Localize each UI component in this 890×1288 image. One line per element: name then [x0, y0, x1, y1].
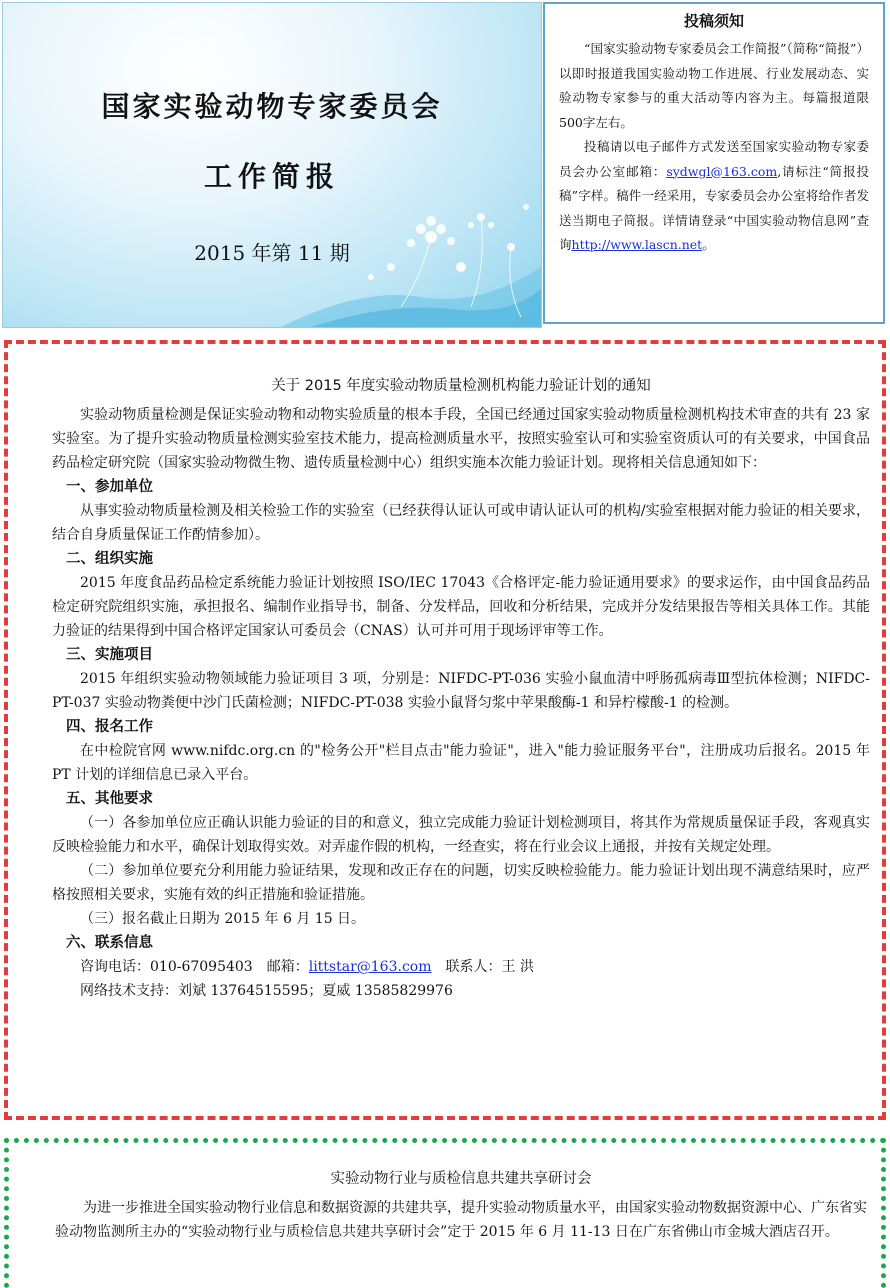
submission-notice — [543, 2, 885, 324]
issue-number: 2015 年第 11 期 — [194, 241, 350, 265]
seminar-paragraph: 为进一步推进全国实验动物行业信息和数据资源的共建共享，提升实验动物质量水平，由国家实验动物数据资源中心、广东省实验动物监测所主办的“实验动物行业与质检信息共建共享研讨会”定于 2015 年 6 月 11-13 日在广东省佛山市金城大酒店召开。 — [55, 1200, 867, 1240]
section-heading: 三、实施项目 — [66, 647, 153, 663]
contact-email-link[interactable]: littstar@163.com — [308, 959, 432, 975]
lascn-website-link[interactable]: http://www.lascn.net — [571, 237, 703, 252]
section-heading: 六、联系信息 — [66, 935, 153, 951]
contact-text: 咨询电话：010-67095403 邮箱： — [80, 959, 309, 975]
section-paragraph: 在中检院官网 www.nifdc.org.cn 的"检务公开"栏目点击"能力验证"，进入"能力验证服务平台"，注册成功后报名。2015 年 PT 计划的详细信息已录入平台。 — [52, 743, 870, 783]
section-heading: 五、其他要求 — [66, 791, 153, 807]
notice-paragraph-1: “国家实验动物专家委员会工作简报”（简称“简报”）以即时报道我国实验动物工作进展、行业发展动态、实验动物专家参与的重大活动等内容为主。每篇报道限500字左右。 — [559, 41, 869, 130]
section-paragraph: 2015 年度食品药品检定系统能力验证计划按照 ISO/IEC 17043《合格评定-能力验证通用要求》的要求运作，由中国食品药品检定研究院组织实施，承担报名、编制作业指导书，制备、分发样品，回收和分析结果，完成并分发结果报告等相关具体工作。其能力验证的结果得到中国合格评定国家认可委员会（CNAS）认可并可用于现场评审等工作。 — [52, 575, 870, 639]
article-title: 实验动物行业与质检信息共建共享研讨会 — [330, 1171, 592, 1187]
notice-paragraph-2 — [559, 135, 869, 258]
section-heading: 四、报名工作 — [66, 719, 153, 735]
intro-paragraph: 实验动物质量检测是保证实验动物和动物实验质量的根本手段，全国已经通过国家实验动物质量检测机构技术审查的共有 23 家实验室。为了提升实验动物质量检测实验室技术能力，提高检测质量水平，按照实验室认可和实验室资质认可的有关要求，中国食品药品检定研究院（国家实验动物微生物、遗传质量检测中心）组织实施本次能力验证计划。现将相关信息通知如下： — [52, 407, 870, 471]
flower-decoration — [281, 177, 541, 327]
article-info-sharing-seminar — [4, 1138, 886, 1288]
contact-person: 联系人：王 洪 — [431, 959, 534, 975]
notice-heading: 投稿须知 — [683, 12, 744, 30]
notice-text: 投稿请以电子邮件方式发送至国家实验动物专家委员会办公室邮箱： — [559, 139, 869, 179]
title-banner — [2, 2, 542, 328]
section-paragraph: （一）各参加单位应正确认识能力验证的目的和意义，独立完成能力验证计划检测项目，将其作为常规质量保证手段，客观真实反映检验能力和水平，确保计划取得实效。对弄虚作假的机构，一经查实，将在行业会议上通报，并按有关规定处理。 — [52, 815, 870, 855]
section-paragraph: 2015 年组织实验动物领域能力验证项目 3 项，分别是：NIFDC-PT-036 实验小鼠血清中呼肠孤病毒Ⅲ型抗体检测；NIFDC-PT-037 实验动物粪便中沙门氏菌检测；NIFDC-PT-038 实验小鼠肾匀浆中苹果酸酶-1 和异柠檬酸-1 的检测。 — [52, 671, 870, 711]
bulletin-title: 工作简报 — [203, 160, 340, 193]
submission-email-link[interactable]: sydwgl@163.com — [666, 163, 778, 179]
committee-title: 国家实验动物专家委员会 — [101, 90, 443, 123]
article-title: 关于 2015 年度实验动物质量检测机构能力验证计划的通知 — [271, 378, 651, 394]
tech-support-line: 网络技术支持：刘斌 13764515595；夏威 13585829976 — [80, 983, 453, 999]
section-paragraph: （二）参加单位要充分利用能力验证结果，发现和改正存在的问题，切实反映检验能力。能力验证计划出现不满意结果时，应严格按照相关要求，实施有效的纠正措施和验证措施。 — [52, 863, 870, 903]
section-heading: 一、参加单位 — [66, 479, 153, 495]
notice-text: 。 — [702, 237, 715, 252]
notice-text: ,请标注“简报投稿”字样。稿件一经采用，专家委员会办公室将给作者发送当期电子简报。详情请登录“中国实验动物信息网”查询 — [559, 163, 869, 252]
section-paragraph: （三）报名截止日期为 2015 年 6 月 15 日。 — [80, 911, 366, 927]
newsletter-header — [0, 0, 890, 330]
section-heading: 二、组织实施 — [66, 551, 153, 567]
article-proficiency-testing — [4, 340, 886, 1120]
contact-line — [52, 955, 870, 979]
section-paragraph: 从事实验动物质量检测及相关检验工作的实验室（已经获得认证认可或申请认证认可的机构/实验室根据对能力验证的相关要求，结合自身质量保证工作酌情参加）。 — [52, 503, 870, 543]
